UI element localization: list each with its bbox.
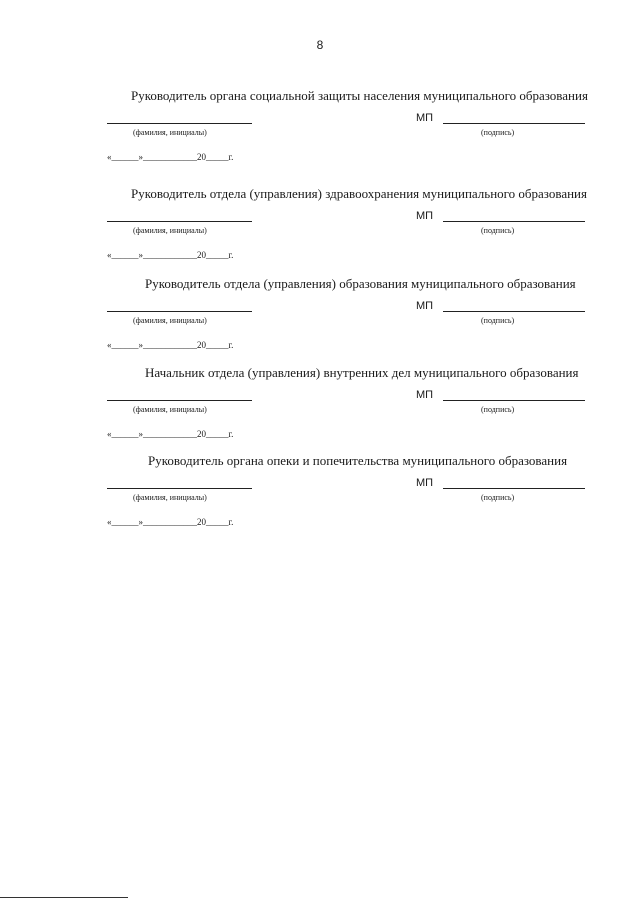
approval-block xyxy=(0,365,640,455)
position-heading: Руководитель отдела (управления) образования муниципального образования xyxy=(145,276,576,291)
date-line: «______»____________20_____г. xyxy=(107,340,234,350)
scan-edge-line xyxy=(0,897,128,898)
name-caption: (фамилия, инициалы) xyxy=(133,493,207,502)
signature-caption: (подпись) xyxy=(481,226,515,235)
name-line xyxy=(107,221,252,222)
position-heading: Руководитель органа социальной защиты населения муниципального образования xyxy=(131,88,588,103)
name-line xyxy=(107,311,252,312)
name-caption: (фамилия, инициалы) xyxy=(133,226,207,235)
name-caption: (фамилия, инициалы) xyxy=(133,405,207,414)
name-line xyxy=(107,488,252,489)
position-heading: Начальник отдела (управления) внутренних дел муниципального образования xyxy=(145,365,579,380)
signature-caption: (подпись) xyxy=(481,493,515,502)
approval-block xyxy=(0,186,640,276)
signature-line xyxy=(443,311,585,312)
signature-line xyxy=(443,488,585,489)
date-line: «______»____________20_____г. xyxy=(107,250,234,260)
approval-block xyxy=(0,88,640,178)
signature-line xyxy=(443,221,585,222)
stamp-label: МП xyxy=(416,300,434,312)
stamp-label: МП xyxy=(416,477,434,489)
name-caption: (фамилия, инициалы) xyxy=(133,128,207,137)
page-number: 8 xyxy=(316,38,324,52)
signature-line xyxy=(443,400,585,401)
name-caption: (фамилия, инициалы) xyxy=(133,316,207,325)
approval-block xyxy=(0,276,640,366)
approval-block xyxy=(0,453,640,543)
stamp-label: МП xyxy=(416,210,434,222)
signature-caption: (подпись) xyxy=(481,405,515,414)
signature-line xyxy=(443,123,585,124)
date-line: «______»____________20_____г. xyxy=(107,517,234,527)
name-line xyxy=(107,123,252,124)
stamp-label: МП xyxy=(416,389,434,401)
stamp-label: МП xyxy=(416,112,434,124)
signature-caption: (подпись) xyxy=(481,128,515,137)
name-line xyxy=(107,400,252,401)
signature-caption: (подпись) xyxy=(481,316,515,325)
date-line: «______»____________20_____г. xyxy=(107,429,234,439)
position-heading: Руководитель органа опеки и попечительства муниципального образования xyxy=(148,453,568,468)
position-heading: Руководитель отдела (управления) здравоохранения муниципального образования xyxy=(131,186,587,201)
date-line: «______»____________20_____г. xyxy=(107,152,234,162)
